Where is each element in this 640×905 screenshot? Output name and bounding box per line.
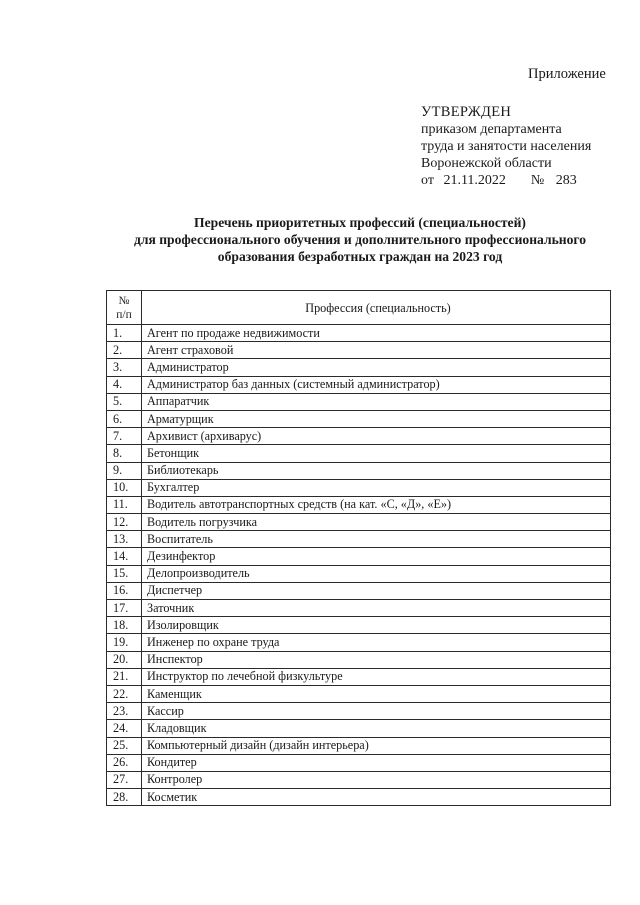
row-number: 16. xyxy=(107,582,142,599)
table-row xyxy=(107,496,611,513)
table-row xyxy=(107,754,611,771)
profession-name: Агент страховой xyxy=(142,342,611,359)
table-row xyxy=(107,685,611,702)
profession-name: Делопроизводитель xyxy=(142,565,611,582)
table-row xyxy=(107,720,611,737)
row-number: 11. xyxy=(107,496,142,513)
row-number: 4. xyxy=(107,376,142,393)
table-row xyxy=(107,789,611,806)
order-line: Воронежской области xyxy=(421,156,552,171)
profession-name: Заточник xyxy=(142,600,611,617)
row-number: 3. xyxy=(107,359,142,376)
profession-name: Кондитер xyxy=(142,754,611,771)
profession-name: Косметик xyxy=(142,789,611,806)
table-header-row xyxy=(107,291,611,325)
profession-name: Инспектор xyxy=(142,651,611,668)
table-row xyxy=(107,359,611,376)
title-line: Перечень приоритетных профессий (специальностей) xyxy=(194,215,526,230)
row-number: 13. xyxy=(107,531,142,548)
row-number: 5. xyxy=(107,393,142,410)
table-row xyxy=(107,548,611,565)
row-number: 12. xyxy=(107,514,142,531)
document-title xyxy=(100,214,620,265)
date-prefix: от xyxy=(421,173,434,188)
row-number: 18. xyxy=(107,617,142,634)
profession-name: Библиотекарь xyxy=(142,462,611,479)
order-date: 21.11.2022 xyxy=(443,173,506,188)
profession-name: Кассир xyxy=(142,703,611,720)
table-row xyxy=(107,531,611,548)
approved-label: УТВЕРЖДЕН xyxy=(421,104,512,120)
profession-name: Инженер по охране труда xyxy=(142,634,611,651)
row-number: 26. xyxy=(107,754,142,771)
table-row xyxy=(107,393,611,410)
row-number: 15. xyxy=(107,565,142,582)
table-row xyxy=(107,600,611,617)
row-number: 1. xyxy=(107,325,142,342)
table-row xyxy=(107,703,611,720)
row-number: 27. xyxy=(107,771,142,788)
profession-name: Водитель погрузчика xyxy=(142,514,611,531)
table-row xyxy=(107,771,611,788)
row-number: 22. xyxy=(107,685,142,702)
profession-name: Агент по продаже недвижимости xyxy=(142,325,611,342)
order-number: 283 xyxy=(555,173,577,188)
row-number: 17. xyxy=(107,600,142,617)
table-row xyxy=(107,325,611,342)
profession-name: Диспетчер xyxy=(142,582,611,599)
row-number: 24. xyxy=(107,720,142,737)
table-row xyxy=(107,445,611,462)
row-number: 20. xyxy=(107,651,142,668)
profession-name: Архивист (архиварус) xyxy=(142,428,611,445)
column-header-number xyxy=(107,291,142,325)
appendix-label: Приложение xyxy=(528,66,606,82)
row-number: 25. xyxy=(107,737,142,754)
row-number: 10. xyxy=(107,479,142,496)
title-line: образования безработных граждан на 2023 год xyxy=(217,249,503,264)
profession-name: Водитель автотранспортных средств (на кат. «С, «Д», «Е») xyxy=(142,496,611,513)
order-line: труда и занятости населения xyxy=(421,139,592,154)
profession-name: Контролер xyxy=(142,771,611,788)
number-prefix: № xyxy=(530,173,545,188)
date-number-line xyxy=(421,172,591,189)
row-number: 9. xyxy=(107,462,142,479)
table-row xyxy=(107,651,611,668)
profession-name: Бетонщик xyxy=(142,445,611,462)
profession-name: Администратор xyxy=(142,359,611,376)
table-row xyxy=(107,462,611,479)
profession-name: Каменщик xyxy=(142,685,611,702)
profession-name: Арматурщик xyxy=(142,410,611,427)
table-row xyxy=(107,737,611,754)
table-row xyxy=(107,428,611,445)
profession-name: Инструктор по лечебной физкультуре xyxy=(142,668,611,685)
table-row xyxy=(107,514,611,531)
professions-table xyxy=(106,290,611,806)
table-row xyxy=(107,668,611,685)
order-line: приказом департамента xyxy=(421,122,562,137)
row-number: 2. xyxy=(107,342,142,359)
row-number: 14. xyxy=(107,548,142,565)
title-line: для профессионального обучения и дополнительного профессионального xyxy=(133,232,587,247)
row-number: 28. xyxy=(107,789,142,806)
profession-name: Дезинфектор xyxy=(142,548,611,565)
row-number: 8. xyxy=(107,445,142,462)
number-header-line: п/п xyxy=(116,308,132,321)
table-row xyxy=(107,479,611,496)
table-row xyxy=(107,565,611,582)
profession-name: Изолировщик xyxy=(142,617,611,634)
profession-name: Администратор баз данных (системный администратор) xyxy=(142,376,611,393)
table-row xyxy=(107,342,611,359)
row-number: 19. xyxy=(107,634,142,651)
profession-name: Кладовщик xyxy=(142,720,611,737)
table-row xyxy=(107,410,611,427)
row-number: 7. xyxy=(107,428,142,445)
approval-block xyxy=(421,104,591,189)
row-number: 23. xyxy=(107,703,142,720)
profession-name: Компьютерный дизайн (дизайн интерьера) xyxy=(142,737,611,754)
table-row xyxy=(107,582,611,599)
number-header-line: № xyxy=(118,294,130,307)
table-row xyxy=(107,617,611,634)
row-number: 21. xyxy=(107,668,142,685)
profession-name: Бухгалтер xyxy=(142,479,611,496)
profession-name: Аппаратчик xyxy=(142,393,611,410)
profession-name: Воспитатель xyxy=(142,531,611,548)
column-header-profession: Профессия (специальность) xyxy=(142,291,611,325)
row-number: 6. xyxy=(107,410,142,427)
table-row xyxy=(107,376,611,393)
table-row xyxy=(107,634,611,651)
